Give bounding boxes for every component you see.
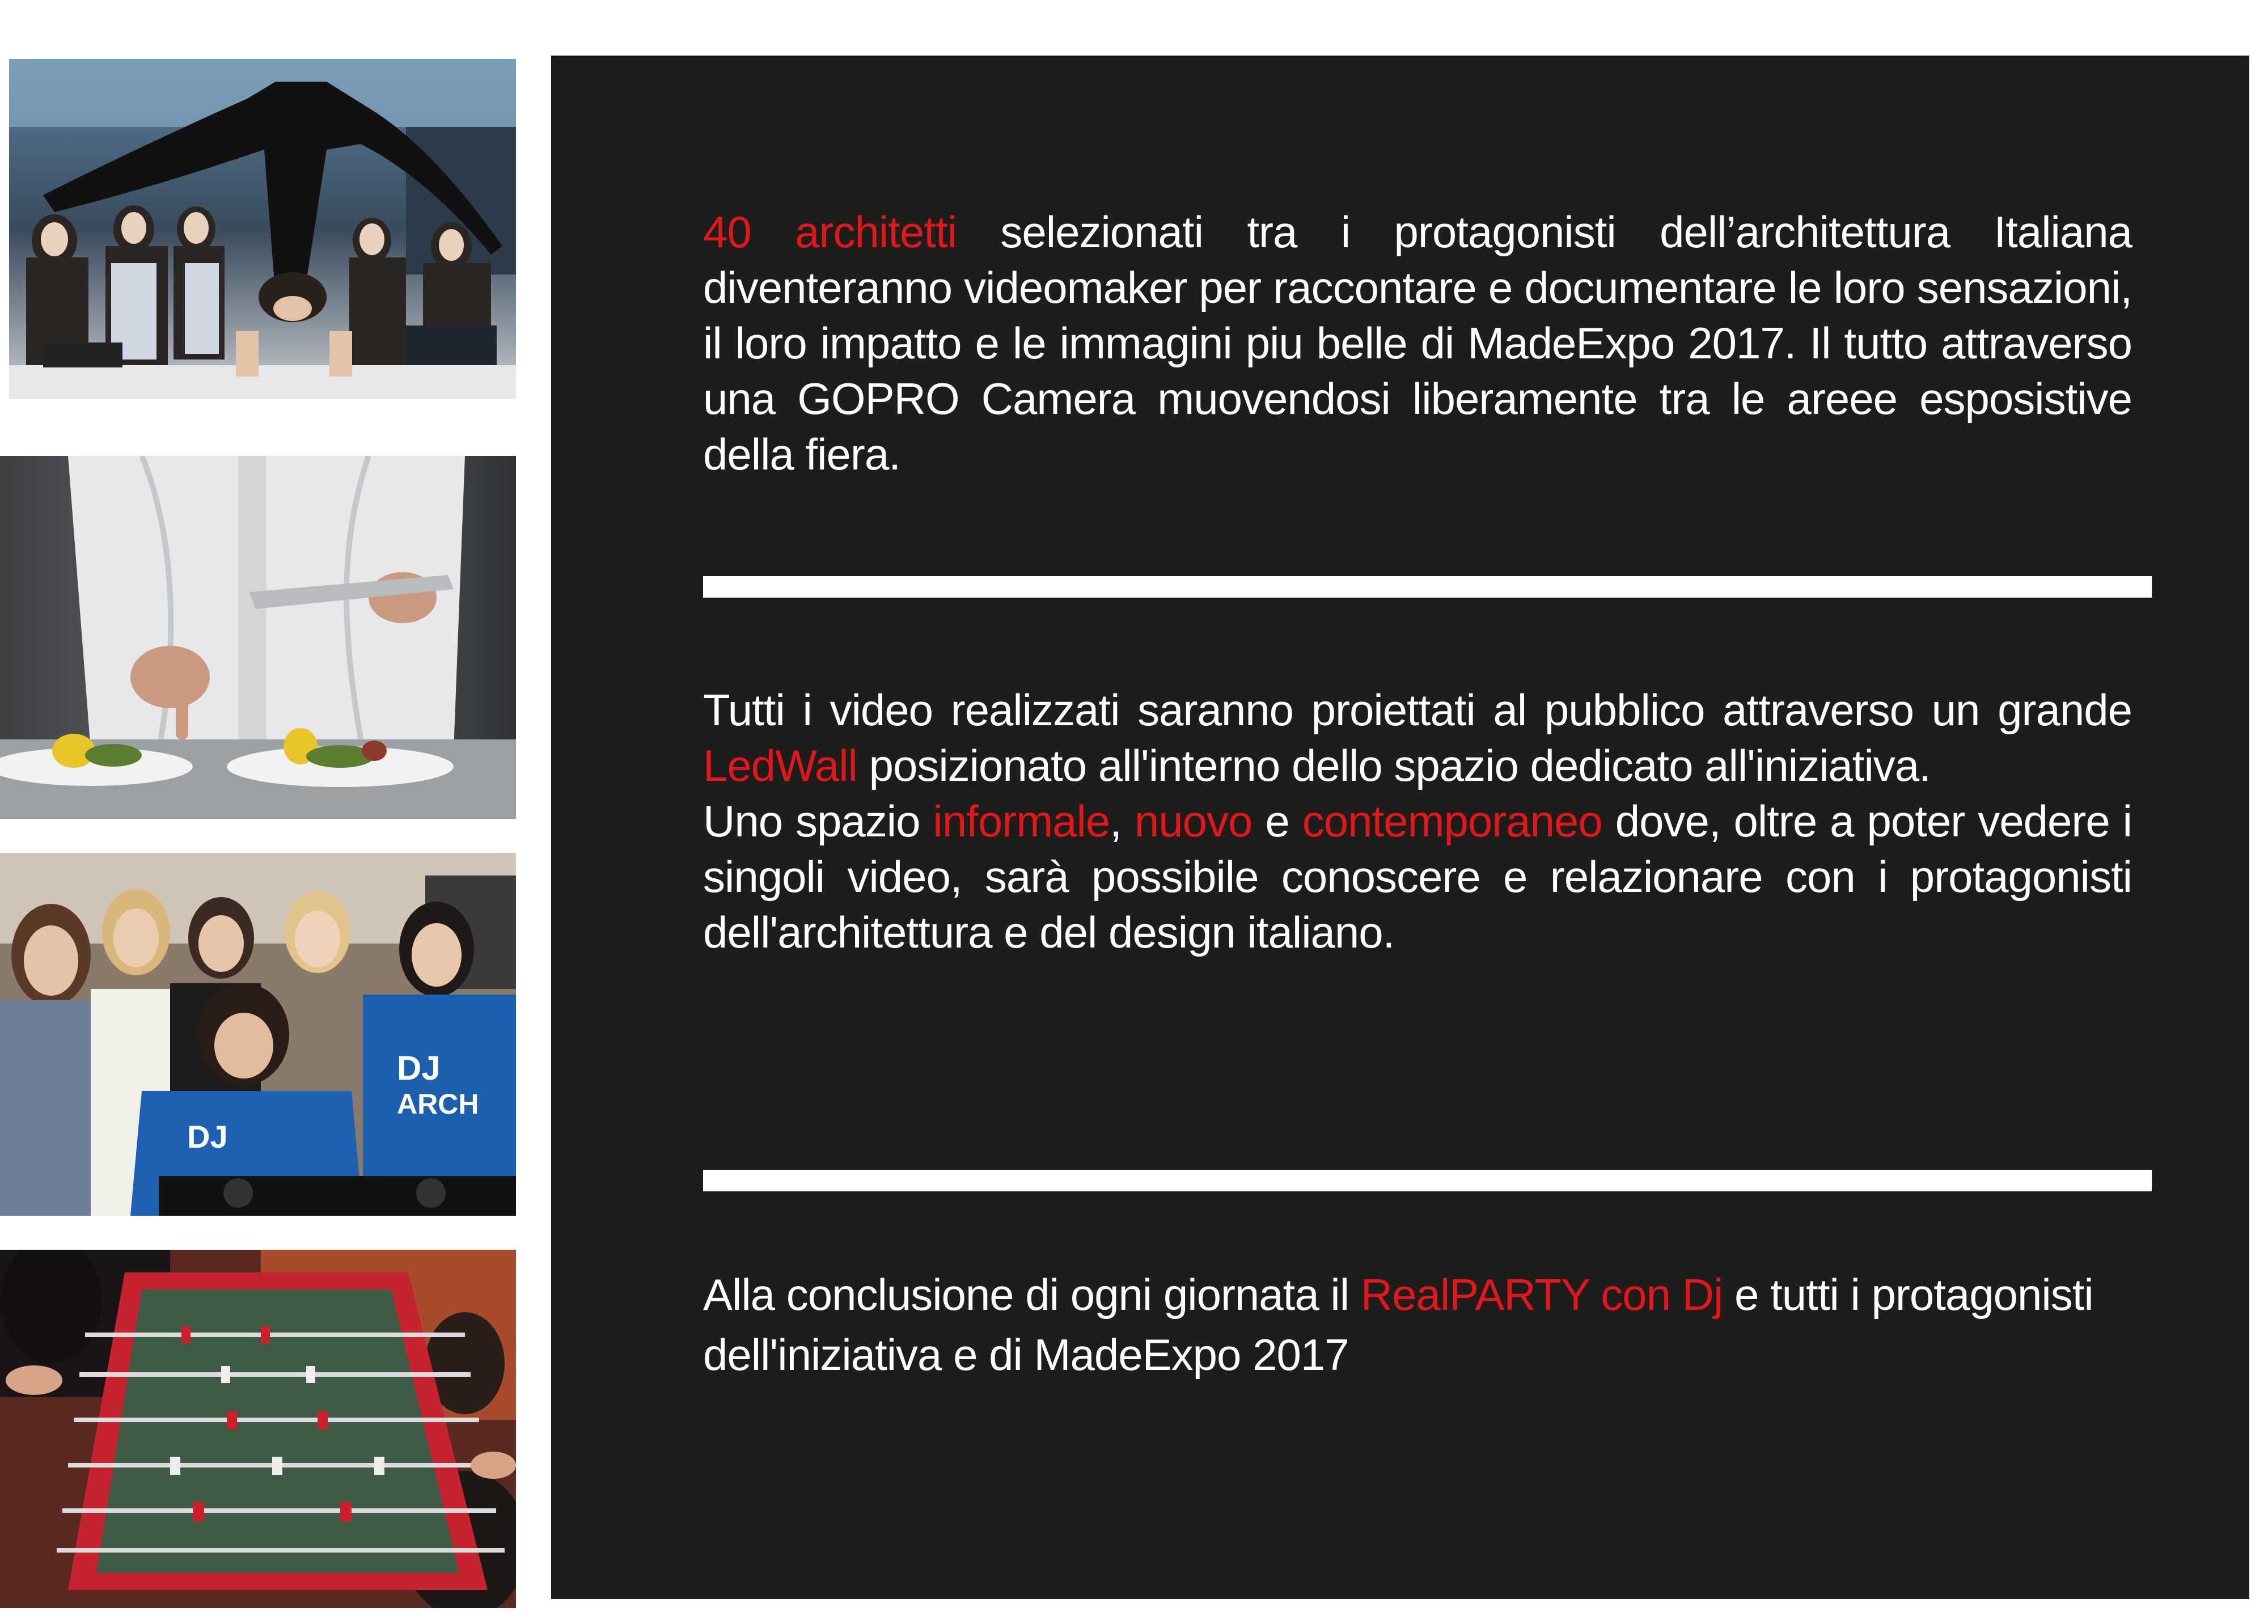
highlight-realparty: RealPARTY con Dj [1360,1270,1723,1320]
highlight-informale: informale [933,796,1110,846]
foosball-table-photo-icon [0,1250,516,1608]
paragraph-architects-text: selezionati tra i protagonisti dell’architettura Italiana diventeranno videomaker per raccontare e documentare le loro sensazioni, il loro impatto e le immagini piu belle di MadeExpo 2017. Il tutto attraverso una GOPRO Camera muovendosi liberamente tra le areee esposistive della fiera. [703,207,2132,479]
white-divider-top [703,576,2152,598]
paragraph-ledwall-text-2: posizionato all'interno dello spazio dedicato all'iniziativa. [857,741,1931,790]
dj-group-photo-icon [0,853,516,1216]
dj-shirt-text-right-bottom: ARCH [397,1088,479,1120]
dj-shirt-text-right: DJ [397,1049,441,1087]
white-divider-bottom [703,1170,2152,1191]
paragraph-space-text-2: dove, oltre a poter vedere i singoli video, sarà possibile conoscere e relazionare con i protagonisti dell'architettura e del design italiano. [703,796,2132,957]
photo-acrobat-handstand [9,59,516,399]
paragraph-realparty-text-1: Alla conclusione di ogni giornata il [703,1270,1361,1320]
photo-chef-plating [0,456,516,819]
acrobat-performance-photo-icon [9,59,516,399]
highlight-contemporaneo: contemporaneo [1302,796,1602,846]
paragraph-space-comma: , [1110,796,1135,846]
paragraph-realparty [703,1264,2132,1385]
photo-dj-group [0,853,516,1216]
paragraph-space-text-1: Uno spazio [703,796,933,846]
dj-shirt-text: DJ [187,1119,228,1154]
highlight-ledwall: LedWall [703,741,857,790]
chef-plating-photo-icon [0,456,516,819]
photo-foosball [0,1250,516,1608]
highlight-nuovo: nuovo [1134,796,1253,846]
paragraph-space-and: e [1252,796,1302,846]
paragraph-ledwall-text-1: Tutti i video realizzati saranno proiettati al pubblico attraverso un grande [703,685,2132,735]
paragraph-ledwall [703,682,2132,960]
paragraph-architects [703,204,2132,482]
text-panel [551,56,2249,1599]
highlight-40-architetti: 40 architetti [703,207,957,257]
paragraph-realparty-text-2: e tutti i protagonisti dell'iniziativa e di MadeExpo 2017 [703,1270,2093,1380]
